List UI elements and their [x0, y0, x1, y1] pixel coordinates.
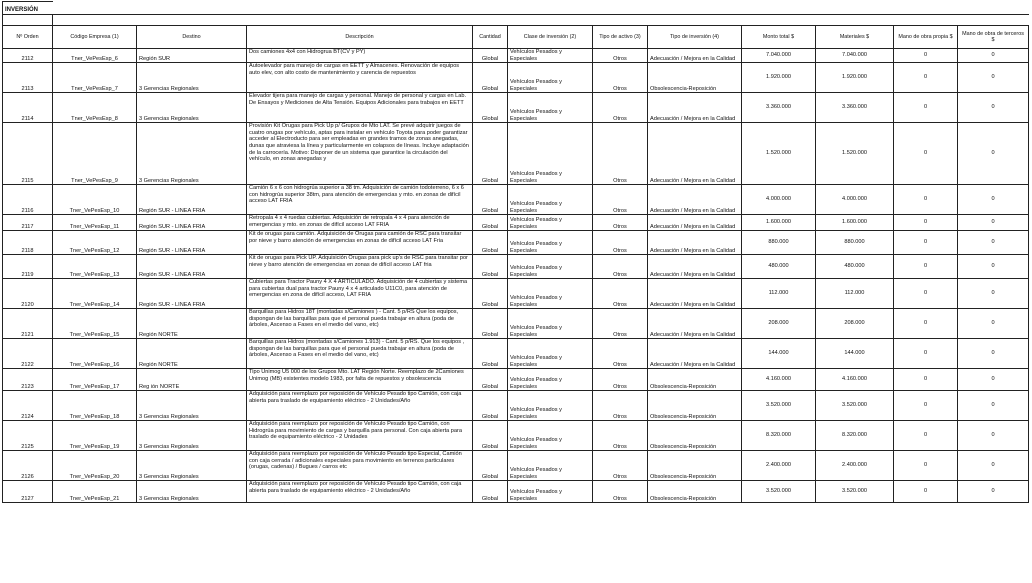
- total-amount-cell: 2.400.000: [742, 451, 816, 481]
- materials-cell: 3.360.000: [816, 93, 894, 123]
- third-party-labor-cell: 0: [958, 255, 1029, 279]
- destination-cell: 3 Gerencias Regionales: [137, 451, 247, 481]
- description-cell: Adquisición para reemplazo por reposición de Vehículo Pesado tipo Camión, con caja abierta para traslado de equipamiento eléctrico - 2 Unidades/Año: [247, 481, 473, 503]
- quantity-cell: Global: [473, 123, 508, 185]
- total-amount-cell: 8.320.000: [742, 421, 816, 451]
- materials-cell: 2.400.000: [816, 451, 894, 481]
- third-party-labor-cell: 0: [958, 391, 1029, 421]
- order-cell: 2121: [3, 309, 53, 339]
- col-header: Clase de inversión (2): [508, 26, 593, 49]
- third-party-labor-cell: 0: [958, 481, 1029, 503]
- code-cell: Tner_VePesEsp_10: [53, 185, 137, 215]
- destination-cell: 3 Gerencias Regionales: [137, 421, 247, 451]
- investment-type-cell: Adecuación / Mejora en la Calidad: [648, 255, 742, 279]
- investment-type-cell: Adecuación / Mejora en la Calidad: [648, 279, 742, 309]
- table-row: [3, 309, 1029, 339]
- order-cell: 2123: [3, 369, 53, 391]
- description-cell: Retropala 4 x 4 ruedas cubiertas. Adquisición de retropala 4 x 4 para atención de emergencias y mto. en zonas de difícil acceso LAT FRIA: [247, 215, 473, 231]
- investment-class-cell: Vehículos Pesados y Especiales: [508, 185, 593, 215]
- investment-type-cell: Adecuación / Mejora en la Calidad: [648, 123, 742, 185]
- quantity-cell: Global: [473, 279, 508, 309]
- investment-class-cell: Vehículos Pesados y Especiales: [508, 369, 593, 391]
- destination-cell: Región NORTE: [137, 339, 247, 369]
- table-row: [3, 231, 1029, 255]
- third-party-labor-cell: 0: [958, 215, 1029, 231]
- investment-class-cell: Vehículos Pesados y Especiales: [508, 451, 593, 481]
- investment-type-cell: Adecuación / Mejora en la Calidad: [648, 339, 742, 369]
- table-row: [3, 421, 1029, 451]
- total-amount-cell: 480.000: [742, 255, 816, 279]
- own-labor-cell: 0: [894, 279, 958, 309]
- investment-table: [2, 1, 1029, 503]
- table-row: [3, 49, 1029, 63]
- destination-cell: 3 Gerencias Regionales: [137, 481, 247, 503]
- own-labor-cell: 0: [894, 451, 958, 481]
- asset-type-cell: Otros: [593, 185, 648, 215]
- table-row: [3, 255, 1029, 279]
- investment-class-cell: Vehículos Pesados y Especiales: [508, 231, 593, 255]
- quantity-cell: Global: [473, 63, 508, 93]
- third-party-labor-cell: 0: [958, 185, 1029, 215]
- code-cell: Tner_VePesEsp_11: [53, 215, 137, 231]
- quantity-cell: Global: [473, 309, 508, 339]
- asset-type-cell: Otros: [593, 421, 648, 451]
- code-cell: Tner_VePesEsp_21: [53, 481, 137, 503]
- materials-cell: 1.600.000: [816, 215, 894, 231]
- col-header: Nº Orden: [3, 26, 53, 49]
- total-amount-cell: 4.000.000: [742, 185, 816, 215]
- table-row: [3, 63, 1029, 93]
- destination-cell: Región SUR - LINEA FRIA: [137, 279, 247, 309]
- asset-type-cell: Otros: [593, 391, 648, 421]
- own-labor-cell: 0: [894, 93, 958, 123]
- order-cell: 2114: [3, 93, 53, 123]
- materials-cell: 1.520.000: [816, 123, 894, 185]
- quantity-cell: Global: [473, 339, 508, 369]
- order-cell: 2115: [3, 123, 53, 185]
- materials-cell: 208.000: [816, 309, 894, 339]
- code-cell: Tner_VePesEsp_15: [53, 309, 137, 339]
- destination-cell: Región SUR: [137, 49, 247, 63]
- own-labor-cell: 0: [894, 185, 958, 215]
- description-cell: Kit de orugas para camión. Adquisición de Orugas para camión de RSC para transitar por nieve y barro atención de emergencias en zonas de difícil acceso LAT Fria: [247, 231, 473, 255]
- asset-type-cell: Otros: [593, 231, 648, 255]
- investment-type-cell: Obsolescencia-Reposición: [648, 481, 742, 503]
- investment-type-cell: Adecuación / Mejora en la Calidad: [648, 215, 742, 231]
- materials-cell: 880.000: [816, 231, 894, 255]
- third-party-labor-cell: 0: [958, 93, 1029, 123]
- investment-class-cell: Vehículos Pesados y Especiales: [508, 309, 593, 339]
- code-cell: Tner_VePesEsp_18: [53, 391, 137, 421]
- materials-cell: 7.040.000: [816, 49, 894, 63]
- asset-type-cell: Otros: [593, 63, 648, 93]
- description-cell: Adquisición para reemplazo por reposición de Vehículo Pesado tipo Especial, Camión con caja cerrada / adicionales especiales para movimiento en terrenos particulares (orugas, cadenas) / Bugues / carros etc: [247, 451, 473, 481]
- code-cell: Tner_VePesEsp_20: [53, 451, 137, 481]
- destination-cell: 3 Gerencias Regionales: [137, 123, 247, 185]
- asset-type-cell: Otros: [593, 123, 648, 185]
- own-labor-cell: 0: [894, 421, 958, 451]
- own-labor-cell: 0: [894, 123, 958, 185]
- order-cell: 2116: [3, 185, 53, 215]
- code-cell: Tner_VePesEsp_16: [53, 339, 137, 369]
- own-labor-cell: 0: [894, 369, 958, 391]
- table-row: [3, 339, 1029, 369]
- col-header: Código Empresa (1): [53, 26, 137, 49]
- order-cell: 2112: [3, 49, 53, 63]
- quantity-cell: Global: [473, 421, 508, 451]
- materials-cell: 1.920.000: [816, 63, 894, 93]
- investment-type-cell: Obsolescencia-Reposición: [648, 451, 742, 481]
- investment-class-cell: Vehículos Pesados y Especiales: [508, 123, 593, 185]
- investment-class-cell: Vehículos Pesados y Especiales: [508, 49, 593, 63]
- total-amount-cell: 1.520.000: [742, 123, 816, 185]
- code-cell: Tner_VePesEsp_6: [53, 49, 137, 63]
- investment-class-cell: Vehículos Pesados y Especiales: [508, 339, 593, 369]
- col-header: Mano de obra propia $: [894, 26, 958, 49]
- destination-cell: 3 Gerencias Regionales: [137, 63, 247, 93]
- own-labor-cell: 0: [894, 49, 958, 63]
- quantity-cell: Global: [473, 215, 508, 231]
- table-row: [3, 123, 1029, 185]
- materials-cell: 8.320.000: [816, 421, 894, 451]
- destination-cell: Reg ión NORTE: [137, 369, 247, 391]
- third-party-labor-cell: 0: [958, 123, 1029, 185]
- investment-type-cell: Obsolescencia-Reposición: [648, 421, 742, 451]
- order-cell: 2124: [3, 391, 53, 421]
- description-cell: Elevador tijera para manejo de cargas y personal. Manejo de personal y cargas en Lab. De Ensayos y Mediciones de Alta Tensión. Equipos Adicionales para trabajos en EETT: [247, 93, 473, 123]
- order-cell: 2127: [3, 481, 53, 503]
- code-cell: Tner_VePesEsp_7: [53, 63, 137, 93]
- order-cell: 2120: [3, 279, 53, 309]
- investment-class-cell: Vehículos Pesados y Especiales: [508, 255, 593, 279]
- asset-type-cell: Otros: [593, 49, 648, 63]
- investment-type-cell: Adecuación / Mejora en la Calidad: [648, 309, 742, 339]
- description-cell: Cubiertas para Tractor Pauny 4 X 4 ARTICULADO. Adquisición de 4 cubiertas y sistema para cubiertas dual para tractor Pauny 4 x 4 articulado U11C0, para atención de emergencias en zona de difícil acceso, LAT FRIA: [247, 279, 473, 309]
- quantity-cell: Global: [473, 369, 508, 391]
- destination-cell: Región SUR - LINEA FRIA: [137, 231, 247, 255]
- quantity-cell: Global: [473, 231, 508, 255]
- order-cell: 2119: [3, 255, 53, 279]
- code-cell: Tner_VePesEsp_14: [53, 279, 137, 309]
- order-cell: 2122: [3, 339, 53, 369]
- table-header-row: [3, 26, 1029, 49]
- materials-cell: 144.000: [816, 339, 894, 369]
- materials-cell: 480.000: [816, 255, 894, 279]
- investment-type-cell: Obsolescencia-Reposición: [648, 63, 742, 93]
- asset-type-cell: Otros: [593, 255, 648, 279]
- materials-cell: 4.000.000: [816, 185, 894, 215]
- own-labor-cell: 0: [894, 309, 958, 339]
- asset-type-cell: Otros: [593, 309, 648, 339]
- own-labor-cell: 0: [894, 391, 958, 421]
- investment-type-cell: Adecuación / Mejora en la Calidad: [648, 49, 742, 63]
- third-party-labor-cell: 0: [958, 309, 1029, 339]
- investment-class-cell: Vehículos Pesados y Especiales: [508, 93, 593, 123]
- third-party-labor-cell: 0: [958, 231, 1029, 255]
- total-amount-cell: 208.000: [742, 309, 816, 339]
- asset-type-cell: Otros: [593, 481, 648, 503]
- quantity-cell: Global: [473, 481, 508, 503]
- col-header: Descripción: [247, 26, 473, 49]
- quantity-cell: Global: [473, 93, 508, 123]
- code-cell: Tner_VePesEsp_9: [53, 123, 137, 185]
- investment-class-cell: Vehículos Pesados y Especiales: [508, 215, 593, 231]
- total-amount-cell: 1.920.000: [742, 63, 816, 93]
- third-party-labor-cell: 0: [958, 49, 1029, 63]
- materials-cell: 3.520.000: [816, 481, 894, 503]
- materials-cell: 112.000: [816, 279, 894, 309]
- quantity-cell: Global: [473, 185, 508, 215]
- total-amount-cell: 4.160.000: [742, 369, 816, 391]
- total-amount-cell: 3.520.000: [742, 481, 816, 503]
- order-cell: 2126: [3, 451, 53, 481]
- destination-cell: Región SUR - LINEA FRIA: [137, 215, 247, 231]
- investment-type-cell: Adecuación / Mejora en la Calidad: [648, 231, 742, 255]
- col-header: Cantidad: [473, 26, 508, 49]
- own-labor-cell: 0: [894, 63, 958, 93]
- investment-class-cell: Vehículos Pesados y Especiales: [508, 481, 593, 503]
- asset-type-cell: Otros: [593, 369, 648, 391]
- asset-type-cell: Otros: [593, 93, 648, 123]
- quantity-cell: Global: [473, 451, 508, 481]
- destination-cell: 3 Gerencias Regionales: [137, 391, 247, 421]
- investment-class-cell: Vehículos Pesados y Especiales: [508, 421, 593, 451]
- table-row: [3, 279, 1029, 309]
- total-amount-cell: 112.000: [742, 279, 816, 309]
- materials-cell: 4.160.000: [816, 369, 894, 391]
- total-amount-cell: 880.000: [742, 231, 816, 255]
- third-party-labor-cell: 0: [958, 451, 1029, 481]
- code-cell: Tner_VePesEsp_8: [53, 93, 137, 123]
- col-header: Tipo de inversión (4): [648, 26, 742, 49]
- investment-type-cell: Adecuación / Mejora en la Calidad: [648, 93, 742, 123]
- code-cell: Tner_VePesEsp_17: [53, 369, 137, 391]
- sheet-title: INVERSIÓN: [3, 2, 53, 15]
- description-cell: Tipo Unimog U5 000 de los Grupos Mto. LAT Región Norte. Reemplazo de 2Camiones Unimog (MB) existentes modelo 1983, por falta de repuestos y obsolescencia: [247, 369, 473, 391]
- order-cell: 2113: [3, 63, 53, 93]
- investment-type-cell: Obsolescencia-Reposición: [648, 391, 742, 421]
- own-labor-cell: 0: [894, 255, 958, 279]
- own-labor-cell: 0: [894, 481, 958, 503]
- third-party-labor-cell: 0: [958, 279, 1029, 309]
- col-header: Tipo de activo (3): [593, 26, 648, 49]
- description-cell: Kit de orugas para Pick UP. Adquisición Orugas para pick up's de RSC para transitar por nieve y barro atención de emergencias en zonas de difícil acceso LAT fria: [247, 255, 473, 279]
- description-cell: Barquillas para Hidros 18T (montadas s/Camiones ) - Cant. 5 p/RS Que los equipos, dispongan de las barquillas para que el personal pueda trabajar en altura (poda de árboles, Ascenso a Fases en el medio del vano, etc): [247, 309, 473, 339]
- description-cell: Barquillas para Hidros (montadas s/Camiones 1.913) - Cant. 5 p/RS. Que los equipos , dispongan de las barquillas para que el personal pueda trabajar en altura (poda de árboles, Ascenso a Fases en el medio del vano, etc): [247, 339, 473, 369]
- table-row: [3, 93, 1029, 123]
- investment-type-cell: Adecuación / Mejora en la Calidad: [648, 185, 742, 215]
- destination-cell: 3 Gerencias Regionales: [137, 93, 247, 123]
- description-cell: Adquisición para reemplazo por reposición de Vehículo Pesado tipo Camión, con Hidrogrúa para movimiento de cargas y barquilla para personal. Con caja abierta para traslado de equipamiento eléctrico - 2 Unidades: [247, 421, 473, 451]
- destination-cell: Región SUR - LINEA FRIA: [137, 255, 247, 279]
- table-body: [3, 49, 1029, 503]
- description-cell: Adquisición para reemplazo por reposición de Vehículo Pesado tipo Camión, con caja abierta para traslado de equipamiento eléctrico - 2 Unidades/Año: [247, 391, 473, 421]
- col-header: Monto total $: [742, 26, 816, 49]
- table-row: [3, 391, 1029, 421]
- quantity-cell: Global: [473, 391, 508, 421]
- col-header: Materiales $: [816, 26, 894, 49]
- order-cell: 2117: [3, 215, 53, 231]
- investment-type-cell: Obsolescencia-Reposición: [648, 369, 742, 391]
- code-cell: Tner_VePesEsp_13: [53, 255, 137, 279]
- col-header: Mano de obra de terceros $: [958, 26, 1029, 49]
- code-cell: Tner_VePesEsp_19: [53, 421, 137, 451]
- description-cell: Dos camiones 4x4 con Hidrogrua BT(CV y PY): [247, 49, 473, 63]
- investment-class-cell: Vehículos Pesados y Especiales: [508, 279, 593, 309]
- table-row: [3, 451, 1029, 481]
- own-labor-cell: 0: [894, 339, 958, 369]
- asset-type-cell: Otros: [593, 215, 648, 231]
- investment-sheet: [2, 1, 1030, 581]
- destination-cell: Región NORTE: [137, 309, 247, 339]
- order-cell: 2125: [3, 421, 53, 451]
- total-amount-cell: 7.040.000: [742, 49, 816, 63]
- col-header: Destino: [137, 26, 247, 49]
- table-row: [3, 369, 1029, 391]
- destination-cell: Región SUR - LINEA FRIA: [137, 185, 247, 215]
- quantity-cell: Global: [473, 49, 508, 63]
- total-amount-cell: 144.000: [742, 339, 816, 369]
- order-cell: 2118: [3, 231, 53, 255]
- own-labor-cell: 0: [894, 215, 958, 231]
- quantity-cell: Global: [473, 255, 508, 279]
- investment-class-cell: Vehículos Pesados y Especiales: [508, 63, 593, 93]
- materials-cell: 3.520.000: [816, 391, 894, 421]
- third-party-labor-cell: 0: [958, 421, 1029, 451]
- code-cell: Tner_VePesEsp_12: [53, 231, 137, 255]
- asset-type-cell: Otros: [593, 339, 648, 369]
- asset-type-cell: Otros: [593, 451, 648, 481]
- investment-class-cell: Vehículos Pesados y Especiales: [508, 391, 593, 421]
- table-row: [3, 215, 1029, 231]
- third-party-labor-cell: 0: [958, 63, 1029, 93]
- description-cell: Autoelevador para manejo de cargas en EETT y Almacenes. Renovación de equipos auto elev, con alto costo de mantenimiento y carencia de repuestos: [247, 63, 473, 93]
- total-amount-cell: 1.600.000: [742, 215, 816, 231]
- table-row: [3, 185, 1029, 215]
- own-labor-cell: 0: [894, 231, 958, 255]
- third-party-labor-cell: 0: [958, 339, 1029, 369]
- description-cell: Provisión Kit Orugas para Pick Up p/ Grupos de Mto LAT. Se prevé adquirir juegos de cuatro orugas por vehículo, aptas para instalar en vehículo Toyota para poder garantizar acceder al Electroducto para ser empleadas en grandes tramos de zonas anegadas, dunas que atraviesa la línea y particularmente en colapsos de líneas. Incluye adaptación de la carrocería. Motivo: Disponer de un sistema que garantice la circulación del vehículo, en zonas anegadas y: [247, 123, 473, 185]
- table-row: [3, 481, 1029, 503]
- asset-type-cell: Otros: [593, 279, 648, 309]
- description-cell: Camión 6 x 6 con hidrogrúa superior a 38 tm. Adquisición de camión todoterreno, 6 x 6 con hidrogrúa superior 38tm, para atención de emergencias y mto. en zonas de difícil acceso LAT FRIA: [247, 185, 473, 215]
- third-party-labor-cell: 0: [958, 369, 1029, 391]
- total-amount-cell: 3.360.000: [742, 93, 816, 123]
- total-amount-cell: 3.520.000: [742, 391, 816, 421]
